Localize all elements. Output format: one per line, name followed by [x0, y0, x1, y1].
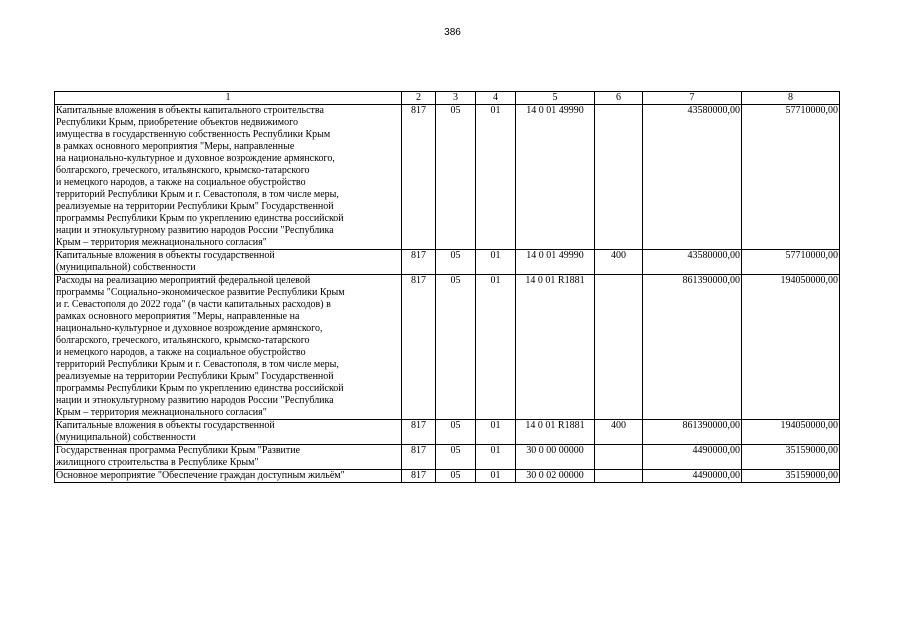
- row-ministry-code: 817: [402, 250, 436, 275]
- row-expense-type: 400: [595, 420, 643, 445]
- row-expense-type: [595, 445, 643, 470]
- header-col-3: 3: [436, 92, 476, 105]
- row-expense-type: [595, 470, 643, 483]
- table-row: [55, 105, 840, 250]
- row-ministry-code: 817: [402, 420, 436, 445]
- row-subsection-code: 01: [476, 105, 516, 250]
- row-section-code: 05: [436, 420, 476, 445]
- header-col-2: 2: [402, 92, 436, 105]
- table-row: [55, 250, 840, 275]
- row-subsection-code: 01: [476, 470, 516, 483]
- row-amount-col8: 57710000,00: [742, 250, 840, 275]
- row-subsection-code: 01: [476, 250, 516, 275]
- row-amount-col7: 861390000,00: [643, 420, 742, 445]
- row-target-code: 30 0 02 00000: [516, 470, 595, 483]
- table-row: [55, 445, 840, 470]
- header-row: [55, 92, 840, 105]
- table-row: [55, 420, 840, 445]
- table-row: [55, 470, 840, 483]
- row-target-code: 14 0 01 49990: [516, 250, 595, 275]
- row-ministry-code: 817: [402, 275, 436, 420]
- row-section-code: 05: [436, 250, 476, 275]
- row-amount-col7: 43580000,00: [643, 105, 742, 250]
- row-name: Основное мероприятие "Обеспечение граждан доступным жильём": [55, 470, 402, 483]
- header-col-4: 4: [476, 92, 516, 105]
- row-amount-col7: 43580000,00: [643, 250, 742, 275]
- row-subsection-code: 01: [476, 420, 516, 445]
- row-ministry-code: 817: [402, 445, 436, 470]
- row-target-code: 14 0 01 49990: [516, 105, 595, 250]
- row-amount-col8: 35159000,00: [742, 470, 840, 483]
- row-section-code: 05: [436, 105, 476, 250]
- row-section-code: 05: [436, 470, 476, 483]
- row-expense-type: 400: [595, 250, 643, 275]
- row-amount-col8: 57710000,00: [742, 105, 840, 250]
- page-number: 386: [444, 27, 461, 38]
- row-ministry-code: 817: [402, 470, 436, 483]
- header-col-8: 8: [742, 92, 840, 105]
- row-expense-type: [595, 105, 643, 250]
- header-col-5: 5: [516, 92, 595, 105]
- row-subsection-code: 01: [476, 445, 516, 470]
- header-col-6: 6: [595, 92, 643, 105]
- row-section-code: 05: [436, 445, 476, 470]
- row-expense-type: [595, 275, 643, 420]
- row-amount-col7: 4490000,00: [643, 470, 742, 483]
- header-col-7: 7: [643, 92, 742, 105]
- row-name: Капитальные вложения в объекты государственной (муниципальной) собственности: [55, 250, 402, 275]
- row-amount-col7: 861390000,00: [643, 275, 742, 420]
- row-name: Капитальные вложения в объекты государственной (муниципальной) собственности: [55, 420, 402, 445]
- row-amount-col7: 4490000,00: [643, 445, 742, 470]
- row-name: Государственная программа Республики Крым "Развитие жилищного строительства в Республике Крым": [55, 445, 402, 470]
- row-target-code: 14 0 01 R1881: [516, 275, 595, 420]
- row-amount-col8: 35159000,00: [742, 445, 840, 470]
- row-ministry-code: 817: [402, 105, 436, 250]
- row-amount-col8: 194050000,00: [742, 275, 840, 420]
- row-target-code: 14 0 01 R1881: [516, 420, 595, 445]
- row-target-code: 30 0 00 00000: [516, 445, 595, 470]
- row-subsection-code: 01: [476, 275, 516, 420]
- table-row: [55, 275, 840, 420]
- row-name: Расходы на реализацию мероприятий федеральной целевой программы "Социально-экономическое развитие Республики Крым и г. Севастополя до 2022 года" (в части капитальных расходов) в рамках основного мероприятия "Меры, направленные на национально-культурное и духовное возрождение армянского, болгарского, греческого, итальянского, крымско-татарского и немецкого народов, а также на социальное обустройство территорий Республики Крым и г. Севастополя, в том числе меры, реализуемые на территории Республики Крым" Государственной программы Республики Крым по укреплению единства российской нации и этнокультурному развитию народов России "Республика Крым – территория межнационального согласия": [55, 275, 402, 420]
- row-name: Капитальные вложения в объекты капитального строительства Республики Крым, приобретение объектов недвижимого имущества в государственную собственность Республики Крым в рамках основного мероприятия "Меры, направленные на национально-культурное и духовное возрождение армянского, болгарского, греческого, итальянского, крымско-татарского и немецкого народов, а также на социальное обустройство территорий Республики Крым и г. Севастополя, в том числе меры, реализуемые на территории Республики Крым" Государственной программы Республики Крым по укреплению единства российской нации и этнокультурному развитию народов России "Республика Крым – территория межнационального согласия": [55, 105, 402, 250]
- budget-table: [54, 91, 840, 483]
- row-amount-col8: 194050000,00: [742, 420, 840, 445]
- header-col-1: 1: [55, 92, 402, 105]
- row-section-code: 05: [436, 275, 476, 420]
